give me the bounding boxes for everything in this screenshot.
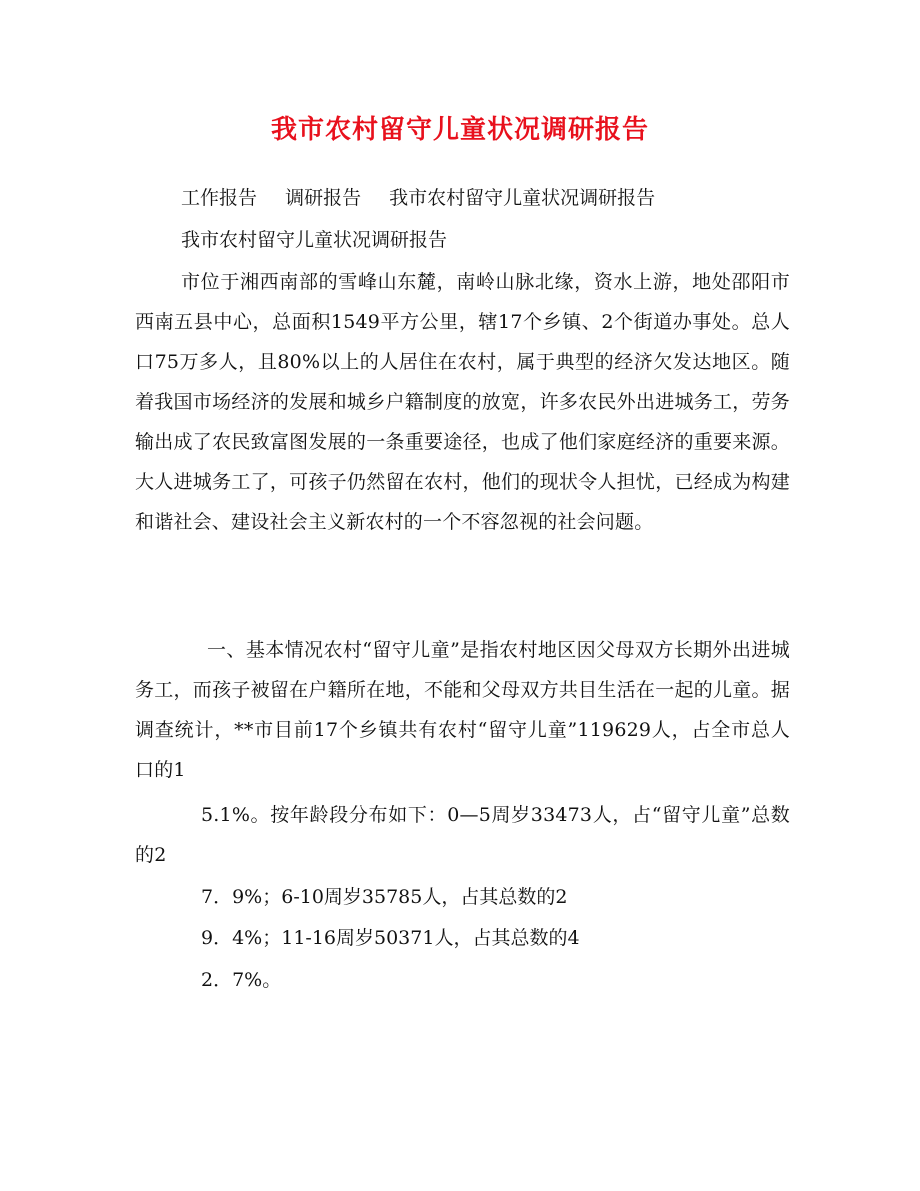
stat-line-6-10: 7．9%；6-10周岁35785人，占其总数的2 xyxy=(201,886,568,908)
tag-work-report: 工作报告 xyxy=(181,187,258,209)
stat-line-11-16: 9．4%；11-16周岁50371人，占其总数的4 xyxy=(201,927,580,949)
paragraph-intro: 市位于湘西南部的雪峰山东麓，南岭山脉北缘，资水上游，地处邵阳市西南五县中心，总面积1549平方公里，辖17个乡镇、2个街道办事处。总人口75万多人，且80%以上的人居住在农村，属于典型的经济欠发达地区。随着我国市场经济的发展和城乡户籍制度的放宽，许多农民外出进城务工，劳务输出成了农民致富图发展的一条重要途径，也成了他们家庭经济的重要来源。大人进城务工了，可孩子仍然留在农村，他们的现状令人担忧，已经成为构建和谐社会、建设社会主义新农村的一个不容忽视的社会问题。 xyxy=(135,271,790,533)
document-title: 我市农村留守儿童状况调研报告 xyxy=(270,115,649,145)
paragraph-basic-situation: 一、基本情况农村“留守儿童”是指农村地区因父母双方长期外出进城务工，而孩子被留在户籍所在地，不能和父母双方共目生活在一起的儿童。据调查统计，**市目前17个乡镇共有农村“留守儿童”119629人，占全市总人口的1 xyxy=(135,639,790,781)
tag-research-report: 调研报告 xyxy=(285,187,362,209)
tag-report-title: 我市农村留守儿童状况调研报告 xyxy=(389,187,656,209)
tag-line xyxy=(181,178,677,218)
stat-line-final: 2．7%。 xyxy=(201,969,282,991)
document-subtitle: 我市农村留守儿童状况调研报告 xyxy=(181,229,448,251)
paragraph-age-distribution: 5.1%。按年龄段分布如下：0—5周岁33473人，占“留守儿童”总数的2 xyxy=(135,804,790,866)
